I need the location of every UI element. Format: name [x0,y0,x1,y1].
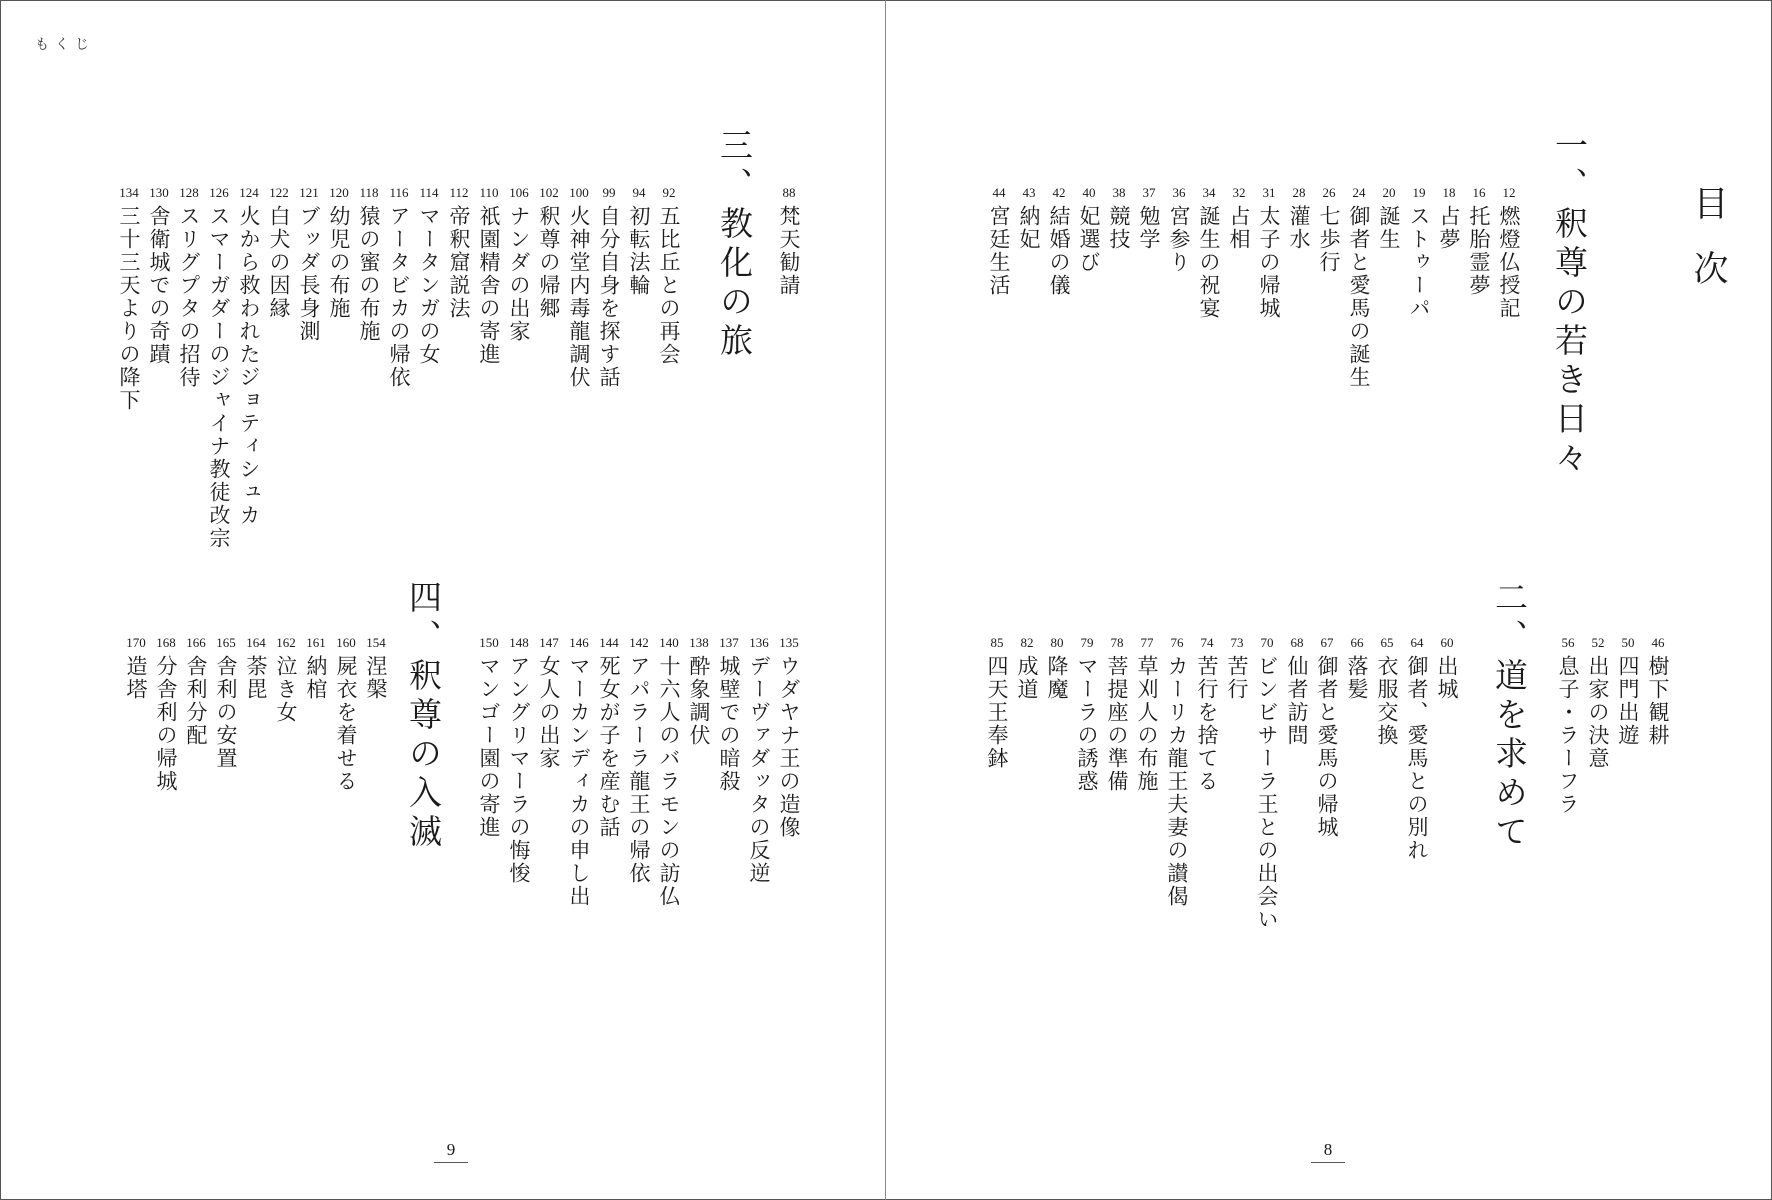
toc-entry[interactable] [361,635,391,701]
page-number-left: 9 [446,1140,456,1159]
entry-title: 妃選び [1077,205,1101,274]
entry-title: 泣き女 [274,655,298,724]
entry-title: 誕生 [1377,205,1401,251]
entry-title: 托胎霊夢 [1467,205,1491,297]
page-number: 73 [1230,635,1244,650]
toc-entry[interactable] [1643,635,1673,747]
entry-title: 分舎利の帰城 [154,655,178,793]
page-number: 80 [1050,635,1064,650]
page-number: 43 [1022,185,1036,200]
page-number: 60 [1440,635,1454,650]
toc-entry[interactable] [1553,635,1583,816]
running-head: もくじ [35,37,95,53]
entry-title: スリグプタの招待 [177,205,201,389]
page-number: 56 [1561,635,1575,650]
page-number: 92 [662,185,676,200]
page-number: 112 [449,185,469,200]
toc-entry[interactable] [211,635,241,770]
chapter-2-entries [886,0,1772,1200]
entry-title: 仙者訪問 [1285,655,1309,747]
chapter-2-title: 二、道を求めて [1490,580,1529,853]
page-number: 138 [689,635,709,650]
entry-title: 灌水 [1287,205,1311,251]
page-number: 66 [1350,635,1364,650]
entry-title: 自分自身を探す話 [597,205,621,389]
entry-title: 宮廷生活 [987,205,1011,297]
page-number: 137 [719,635,739,650]
entry-title: 四門出遊 [1616,655,1640,747]
toc-entry[interactable] [1402,635,1432,862]
toc-entry[interactable] [1342,635,1372,701]
toc-entry[interactable] [1072,635,1102,793]
page-number: 110 [479,185,499,200]
entry-title: 結婚の儀 [1047,205,1071,297]
toc-entry[interactable] [1042,635,1072,701]
page-number: 124 [239,185,259,200]
entry-title: 城壁での暗殺 [717,655,741,793]
entry-title: 苦行を捨てる [1195,655,1219,793]
entry-title: 衣服交換 [1375,655,1399,747]
page-number: 37 [1142,185,1156,200]
entry-title: ビンビサーラ王との出会い [1255,655,1279,931]
page-number: 64 [1410,635,1424,650]
toc-entry[interactable] [241,635,271,701]
entry-title: 梵天勧請 [777,205,801,297]
page-number: 44 [992,185,1006,200]
left-page [0,0,885,1200]
entry-title: マータンガの女 [417,205,441,366]
toc-entry[interactable] [1012,635,1042,701]
page-number: 164 [246,635,266,650]
page-number: 70 [1260,635,1274,650]
entry-title: ストゥーパ [1407,205,1431,320]
entry-title: 宮参り [1167,205,1191,274]
page-number: 154 [366,635,386,650]
entry-title: ウダヤナ王の造像 [777,655,801,839]
entry-title: アパラーラ龍王の帰依 [627,655,651,885]
toc-entry[interactable] [1132,635,1162,793]
page-number: 65 [1380,635,1394,650]
entry-title: ナンダの出家 [507,205,531,343]
page-number: 77 [1140,635,1154,650]
page-number: 106 [509,185,529,200]
page-number: 34 [1202,185,1216,200]
entry-title: 息子・ラーフラ [1556,655,1580,816]
toc-entry[interactable] [1583,635,1613,770]
entry-title: 占相 [1227,205,1251,251]
page-number: 94 [632,185,646,200]
entry-title: デーヴァダッタの反逆 [747,655,771,885]
entry-title: ブッダ長身測 [297,205,321,343]
entry-title: 七歩行 [1317,205,1341,274]
page-number: 170 [126,635,146,650]
page-number: 18 [1442,185,1456,200]
page-number: 135 [779,635,799,650]
entry-title: 菩提座の準備 [1105,655,1129,793]
entry-title: 草刈人の布施 [1135,655,1159,793]
page-number: 50 [1621,635,1635,650]
page-number: 31 [1262,185,1276,200]
page-number: 99 [602,185,616,200]
entry-title: 舎利の安置 [214,655,238,770]
page-number: 140 [659,635,679,650]
page-number: 162 [276,635,296,650]
page-number: 116 [389,185,409,200]
entry-title: 帝釈窟説法 [447,205,471,320]
toc-entry[interactable] [1102,635,1132,793]
page-number: 20 [1382,185,1396,200]
entry-title: マーラの誘惑 [1075,655,1099,793]
page-number: 78 [1110,635,1124,650]
page-number: 120 [329,185,349,200]
page-number: 118 [359,185,379,200]
toc-entry[interactable] [1162,635,1192,908]
page-number: 88 [782,185,796,200]
page-number: 126 [209,185,229,200]
entry-title: 猿の蜜の布施 [357,205,381,343]
page-number: 144 [599,635,619,650]
entry-title: 火から救われたジョティシュカ [237,205,261,527]
page-number: 148 [509,635,529,650]
page-number: 160 [336,635,356,650]
entry-title: マーカンディカの申し出 [567,655,591,908]
toc-entry[interactable] [1252,635,1282,931]
entry-title: 太子の帰城 [1257,205,1281,320]
entry-title: カーリカ龍王夫妻の讃偈 [1165,655,1189,908]
page-number: 161 [306,635,326,650]
entry-title: 幼児の布施 [327,205,351,320]
entry-title: 屍衣を着せる [334,655,358,793]
page-number: 100 [569,185,589,200]
toc-entry[interactable] [1282,635,1312,747]
page-number: 130 [149,185,169,200]
right-page [886,0,1772,1200]
entry-title: 舎衛城での奇蹟 [147,205,171,366]
toc-entry[interactable] [301,635,331,701]
folio-rule [434,1162,468,1163]
entry-title: 苦行 [1225,655,1249,701]
entry-title: 樹下観耕 [1646,655,1670,747]
entry-title: 舎利分配 [184,655,208,747]
toc-entry[interactable] [151,635,181,793]
page-number: 40 [1082,185,1096,200]
entry-title: 荼毘 [244,655,268,701]
chapter-4-title: 四、釈尊の入滅 [404,580,443,853]
entry-title: 誕生の祝宴 [1197,205,1221,320]
page-number: 128 [179,185,199,200]
entry-title: 火神堂内毒龍調伏 [567,205,591,389]
entry-title: 成道 [1015,655,1039,701]
page-number: 85 [990,635,1004,650]
entry-title: 女人の出家 [537,655,561,770]
page-number: 46 [1651,635,1665,650]
entry-title: 四天王奉鉢 [985,655,1009,770]
page-number: 166 [186,635,206,650]
entry-title: 御者、愛馬との別れ [1405,655,1429,862]
entry-title: 出家の決意 [1586,655,1610,770]
page-number: 136 [749,635,769,650]
toc-entry[interactable] [1192,635,1222,793]
page-number: 42 [1052,185,1066,200]
page-number-right: 8 [1323,1140,1333,1159]
entry-title: 死女が子を産む話 [597,655,621,839]
page-number: 142 [629,635,649,650]
page-number: 67 [1320,635,1334,650]
toc-entry[interactable] [181,635,211,747]
entry-title: 祇園精舎の寄進 [477,205,501,366]
chapter-3-title: 三、教化の旅 [715,128,754,362]
toc-entry[interactable] [1312,635,1342,839]
entry-title: 御者と愛馬の誕生 [1347,205,1371,389]
entry-title: 燃燈仏授記 [1497,205,1521,320]
entry-title: 釈尊の帰郷 [537,205,561,320]
page-number: 114 [419,185,439,200]
page-number: 76 [1170,635,1184,650]
page-number: 150 [479,635,499,650]
entry-title: 勉学 [1137,205,1161,251]
entry-title: 納妃 [1017,205,1041,251]
page-number: 68 [1290,635,1304,650]
toc-entry[interactable] [982,635,1012,770]
entry-title: 出城 [1435,655,1459,701]
page-number: 74 [1200,635,1214,650]
entry-title: 降魔 [1045,655,1069,701]
page-number: 82 [1020,635,1034,650]
page-number: 12 [1502,185,1516,200]
entry-title: 五比丘との再会 [657,205,681,366]
page-number: 168 [156,635,176,650]
page-number: 79 [1080,635,1094,650]
toc-entry[interactable] [331,635,361,793]
chapter-4-entries [0,0,885,1200]
entry-title: 白犬の因縁 [267,205,291,320]
page-number: 32 [1232,185,1246,200]
page-number: 121 [299,185,319,200]
entry-title: 御者と愛馬の帰城 [1315,655,1339,839]
entry-title: 占夢 [1437,205,1461,251]
toc-entry[interactable] [1432,635,1462,701]
entry-title: アングリマーラの悔悛 [507,655,531,885]
page-number: 19 [1412,185,1426,200]
entry-title: 十六人のバラモンの訪仏 [657,655,681,908]
entry-title: 造塔 [124,655,148,701]
page-number: 147 [539,635,559,650]
page-number: 122 [269,185,289,200]
page-number: 26 [1322,185,1336,200]
toc-entry[interactable] [121,635,151,701]
entry-title: マンゴー園の寄進 [477,655,501,839]
toc-heading: 目次 [1688,185,1728,315]
toc-entry[interactable] [1222,635,1252,701]
entry-title: 初転法輪 [627,205,651,297]
page-number: 102 [539,185,559,200]
page-number: 165 [216,635,236,650]
page-number: 146 [569,635,589,650]
entry-title: 納棺 [304,655,328,701]
page-number: 134 [119,185,139,200]
toc-entry[interactable] [1613,635,1643,747]
entry-title: 酔象調伏 [687,655,711,747]
page-number: 38 [1112,185,1126,200]
page-number: 36 [1172,185,1186,200]
entry-title: 競技 [1107,205,1131,251]
chapter-1-title: 一、釈尊の若き日々 [1550,128,1589,479]
entry-title: 涅槃 [364,655,388,701]
entry-title: 三十三天よりの降下 [117,205,141,412]
entry-title: 落髪 [1345,655,1369,701]
entry-title: スマーガダーのジャイナ教徒改宗 [207,205,231,550]
page-number: 28 [1292,185,1306,200]
folio-rule [1311,1162,1345,1163]
toc-entry[interactable] [271,635,301,724]
entry-title: アータビカの帰依 [387,205,411,389]
page-number: 16 [1472,185,1486,200]
page-number: 24 [1352,185,1366,200]
page-number: 52 [1591,635,1605,650]
toc-entry[interactable] [1372,635,1402,747]
